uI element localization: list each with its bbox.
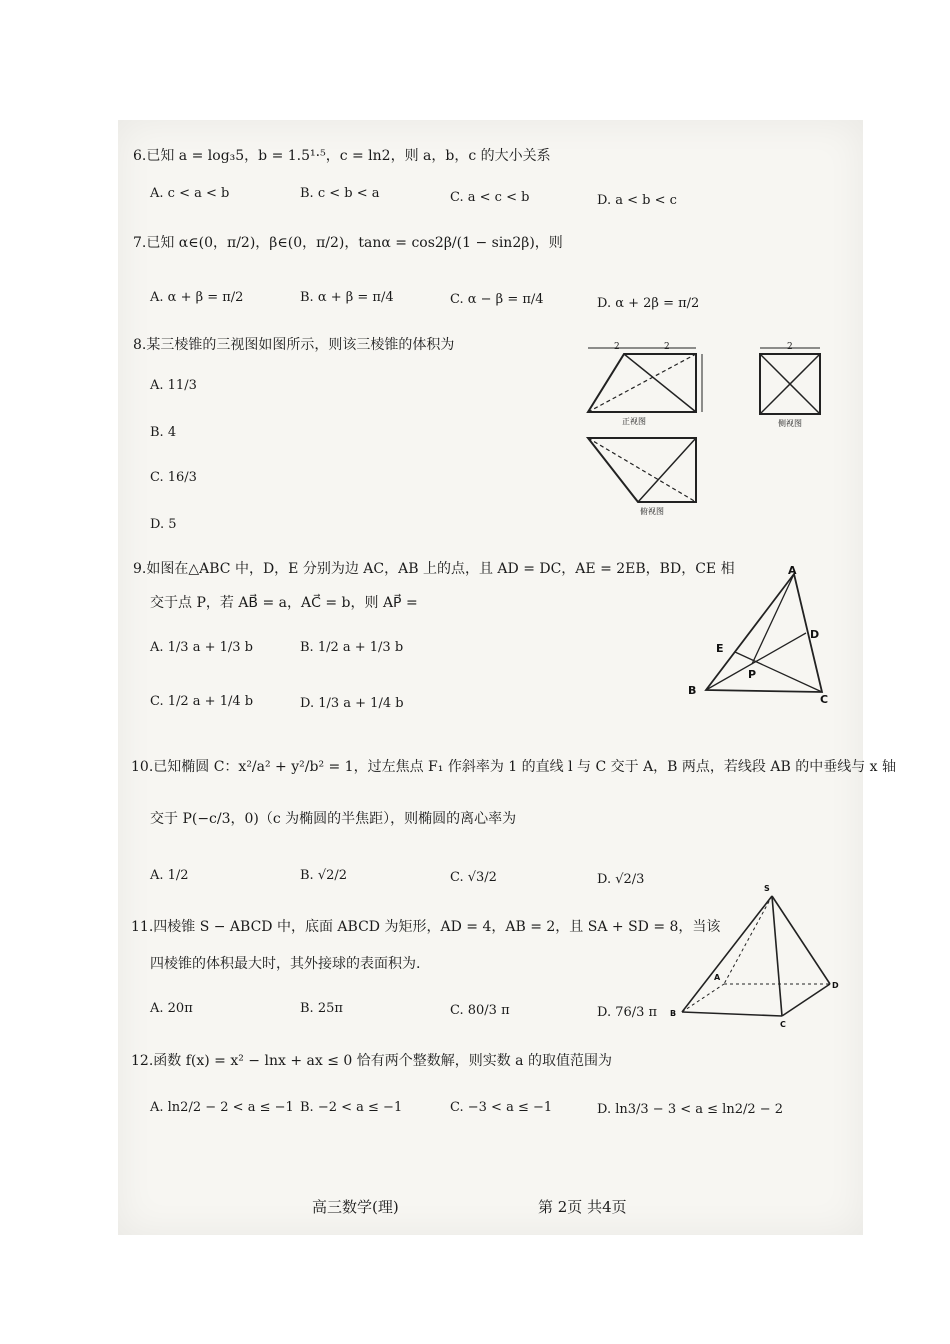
question-12-option-d: D. ln3/3 − 3 < a ≤ ln2/2 − 2 (597, 1102, 784, 1117)
question-10-option-b: B. √2/2 (300, 868, 348, 883)
question-12-option-b: B. −2 < a ≤ −1 (300, 1100, 403, 1115)
footer-subject: 高三数学(理) (312, 1198, 399, 1216)
question-8-option-b: B. 4 (150, 425, 177, 440)
front-view-label: 正视图 (622, 417, 646, 426)
question-6-option-a: A. c < a < b (150, 186, 230, 201)
point-d-label: D (810, 628, 820, 641)
top-view-label: 俯视图 (640, 507, 664, 516)
vertex-b-label: B (688, 684, 697, 697)
vertex-c-label: C (820, 693, 829, 706)
pyramid-figure (668, 880, 848, 1030)
question-9-option-a: A. 1/3 a + 1/3 b (150, 640, 253, 655)
question-12-option-c: C. −3 < a ≤ −1 (450, 1100, 553, 1115)
question-7-stem: 7.已知 α∈(0，π/2)，β∈(0，π/2)，tanα = cos2β/(1 − sin2β)，则 (133, 235, 563, 251)
question-6-option-c: C. a < c < b (450, 190, 530, 205)
question-12-option-a: A. ln2/2 − 2 < a ≤ −1 (150, 1100, 294, 1115)
front-dim-label-1: 2 (614, 342, 620, 352)
apex-s-label: S (764, 884, 770, 893)
question-10-option-a: A. 1/2 (150, 868, 189, 883)
side-view-label: 侧视图 (778, 419, 802, 428)
question-7-option-d: D. α + 2β = π/2 (597, 296, 700, 311)
question-11-option-b: B. 25π (300, 1001, 343, 1016)
question-11-option-c: C. 80/3 π (450, 1003, 510, 1018)
point-p-label: P (748, 668, 757, 681)
side-dim-label: 2 (787, 342, 793, 352)
vertex-a-label: A (788, 564, 797, 577)
question-11-stem-line1: 11.四棱锥 S − ABCD 中，底面 ABCD 为矩形，AD = 4，AB = 2，且 SA + SD = 8，当该 (131, 919, 721, 935)
vertex-c-label: C (780, 1020, 786, 1029)
question-11-stem-line2: 四棱锥的体积最大时，其外接球的表面积为. (150, 956, 421, 972)
vertex-b-label: B (670, 1009, 677, 1018)
question-10-option-d: D. √2/3 (597, 872, 645, 887)
question-9-stem-line1: 9.如图在△ABC 中，D，E 分别为边 AC，AB 上的点，且 AD = DC，AE = 2EB，BD，CE 相 (133, 561, 735, 577)
question-11-option-a: A. 20π (150, 1001, 193, 1016)
front-dim-label-2: 2 (664, 342, 670, 352)
question-9-option-c: C. 1/2 a + 1/4 b (150, 694, 254, 709)
footer-page-number: 第 2页 共4页 (538, 1198, 627, 1216)
question-10-stem-line2: 交于 P(−c/3，0)（c 为椭圆的半焦距），则椭圆的离心率为 (150, 811, 517, 827)
vertex-a-label: A (714, 973, 721, 982)
question-9-option-d: D. 1/3 a + 1/4 b (300, 696, 404, 711)
question-6-option-d: D. a < b < c (597, 193, 677, 208)
vertex-d-label: D (832, 981, 839, 990)
question-6-stem: 6.已知 a = log₃5，b = 1.5¹·⁵，c = ln2，则 a，b，c 的大小关系 (133, 148, 551, 164)
question-7-option-c: C. α − β = π/4 (450, 292, 544, 307)
question-10-stem-line1: 10.已知椭圆 C：x²/a² + y²/b² = 1，过左焦点 F₁ 作斜率为 1 的直线 l 与 C 交于 A，B 两点，若线段 AB 的中垂线与 x 轴 (131, 759, 897, 775)
question-8-option-c: C. 16/3 (150, 470, 197, 485)
question-8-stem: 8.某三棱锥的三视图如图所示，则该三棱锥的体积为 (133, 337, 455, 353)
question-9-option-b: B. 1/2 a + 1/3 b (300, 640, 404, 655)
question-6-option-b: B. c < b < a (300, 186, 380, 201)
question-8-option-d: D. 5 (150, 517, 177, 532)
three-view-figure (584, 340, 844, 520)
question-9-stem-line2: 交于点 P，若 AB⃗ = a，AC⃗ = b，则 AP⃗ = (150, 595, 418, 611)
question-11-option-d: D. 76/3 π (597, 1005, 658, 1020)
question-8-option-a: A. 11/3 (150, 378, 197, 393)
question-7-option-b: B. α + β = π/4 (300, 290, 394, 305)
question-12-stem: 12.函数 f(x) = x² − lnx + ax ≤ 0 恰有两个整数解，则实数 a 的取值范围为 (131, 1053, 612, 1069)
triangle-figure (682, 562, 842, 708)
question-7-option-a: A. α + β = π/2 (150, 290, 244, 305)
point-e-label: E (716, 642, 724, 655)
question-10-option-c: C. √3/2 (450, 870, 497, 885)
